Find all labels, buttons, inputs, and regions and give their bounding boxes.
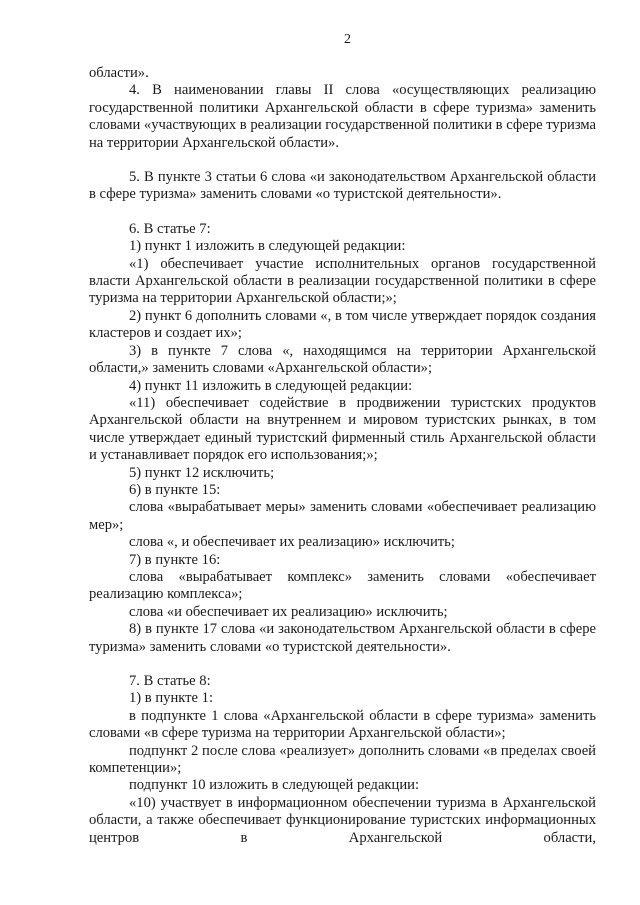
paragraph: 5) пункт 12 исключить;: [129, 464, 275, 481]
paragraph: 6. В статье 7:: [129, 220, 211, 237]
paragraph: области».: [89, 65, 149, 81]
paragraph: 5. В пункте 3 статьи 6 слова «и законодательством Архангельской области в сфере туризма» заменить словами «о туристской деятельности».: [89, 169, 596, 203]
paragraph: 4) пункт 11 изложить в следующей редакции:: [129, 377, 413, 394]
paragraph: слова «и обеспечивает их реализацию» исключить;: [129, 603, 448, 620]
paragraph: 1) пункт 1 изложить в следующей редакции:: [129, 238, 406, 255]
paragraph: в подпункте 1 слова «Архангельской области в сфере туризма» заменить словами «в сфере туризма на территории Архангельской области»;: [89, 707, 596, 742]
paragraph: 1) в пункте 1:: [129, 690, 214, 707]
paragraph: 7. В статье 8:: [129, 673, 211, 689]
paragraph: слова «, и обеспечивает их реализацию» исключить;: [129, 534, 455, 551]
page-number: 2: [344, 32, 351, 47]
paragraph: слова «вырабатывает меры» заменить словами «обеспечивает реализацию мер»;: [89, 499, 596, 533]
spacer: [89, 656, 596, 673]
paragraph: 4. В наименовании главы II слова «осуществляющих реализацию государственной политики Архангельской области в сфере туризма» заменить словами «участвующих в реализации государственной политики в сфере туризма на территории Архангельской области».: [89, 82, 596, 151]
paragraph: «1) обеспечивает участие исполнительных органов государственной власти Архангельской области в реализации государственной политики в сфере туризма на территории Архангельской области;»;: [89, 255, 596, 307]
paragraph: 2) пункт 6 дополнить словами «, в том числе утверждает порядок создания кластеров и создает их»;: [89, 307, 596, 342]
paragraph: слова «вырабатывает комплекс» заменить словами «обеспечивает реализацию комплекса»;: [89, 568, 596, 603]
paragraph: подпункт 10 изложить в следующей редакции:: [129, 777, 420, 794]
paragraph: «11) обеспечивает содействие в продвижении туристских продуктов Архангельской области на внутреннем и мировом туристских рынках, в том числе утверждает единый туристский фирменный стиль Архангельской области и устанавливает порядок его использования;»;: [89, 394, 596, 464]
spacer: [89, 152, 596, 169]
spacer: [89, 204, 596, 221]
paragraph: 8) в пункте 17 слова «и законодательством Архангельской области в сфере туризма» заменить словами «о туристской деятельности».: [89, 621, 596, 655]
paragraph: 3) в пункте 7 слова «, находящимся на территории Архангельской области,» заменить словами «Архангельской области»;: [89, 342, 596, 377]
paragraph: 7) в пункте 16:: [129, 551, 221, 568]
paragraph: «10) участвует в информационном обеспечении туризма в Архангельской области, а также обеспечивает функционирование туристских информационных центров в Архангельской области,: [89, 794, 596, 846]
paragraph: подпункт 2 после слова «реализует» дополнить словами «в пределах своей компетенции»;: [89, 742, 596, 777]
paragraph: 6) в пункте 15:: [129, 481, 221, 498]
